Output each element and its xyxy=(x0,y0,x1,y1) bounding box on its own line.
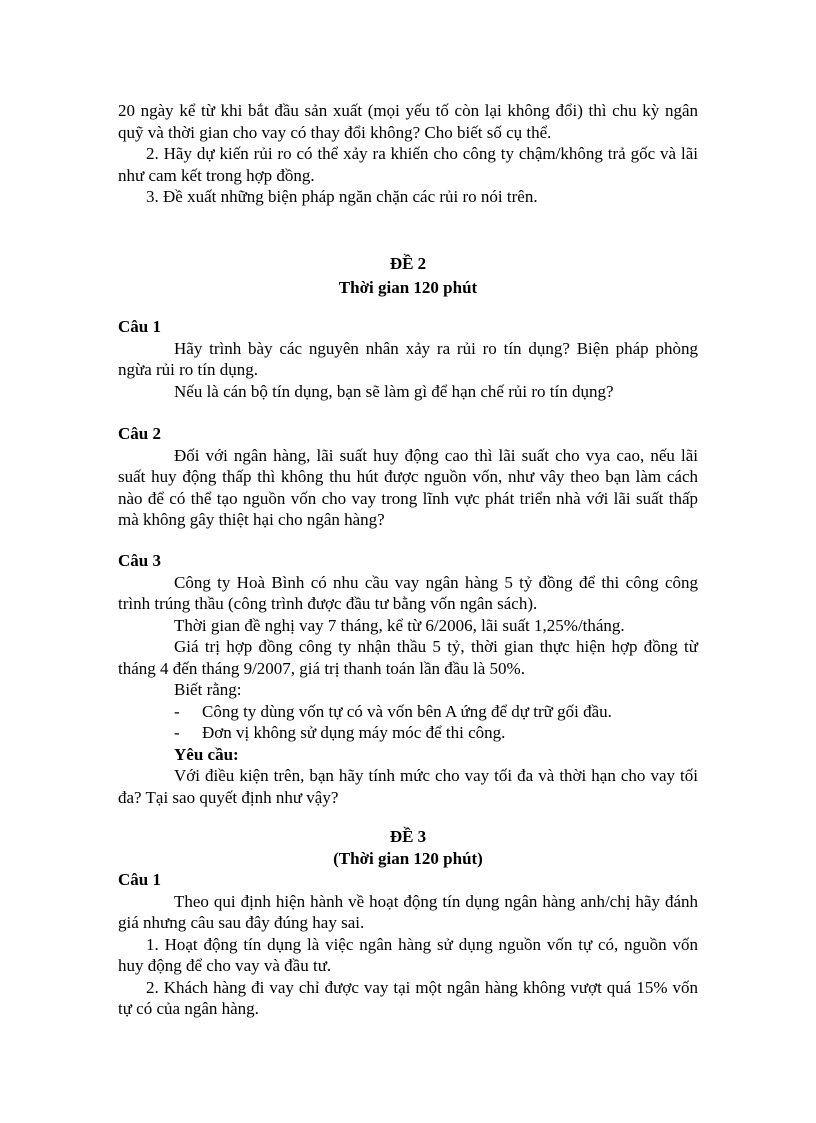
de3-title: ĐỀ 3 xyxy=(389,827,427,846)
de2-cau2-heading: Câu 2 xyxy=(118,424,161,443)
de3-cau1-item-1: 1. Hoạt động tín dụng là việc ngân hàng sử dụng nguồn vốn tự có, nguồn vốn huy động để cho vay và đầu tư. xyxy=(118,934,698,975)
de2-subtitle: Thời gian 120 phút xyxy=(338,277,478,297)
de2-cau3-p3: Giá trị hợp đồng công ty nhận thầu 5 tỷ, thời gian thực hiện hợp đồng từ tháng 4 đến tháng 9/2007, giá trị thanh toán lần đầu là 50%. xyxy=(118,637,698,678)
de2-cau3 xyxy=(118,550,698,808)
bullet-dash: - xyxy=(174,701,180,721)
de2-cau3-heading: Câu 3 xyxy=(118,551,161,570)
de2-cau1-p2: Nếu là cán bộ tín dụng, bạn sẽ làm gì để hạn chế rủi ro tín dụng? xyxy=(174,381,614,401)
de2-cau2-p1: Đối với ngân hàng, lãi suất huy động cao thì lãi suất cho vya cao, nếu lãi suất huy động thấp thì không thu hút được nguồn vốn, như vây theo bạn làm cách nào để có thể tạo nguồn vốn cho vay trong lĩnh vực phát triển nhà với lãi suất thấp mà không gây thiệt hại cho ngân hàng? xyxy=(118,445,698,529)
de3-cau1 xyxy=(118,869,698,1020)
de3-header xyxy=(118,826,698,869)
de3-cau1-heading: Câu 1 xyxy=(118,870,161,889)
de2-cau1-heading: Câu 1 xyxy=(118,317,161,336)
intro-item-3: 3. Đề xuất những biện pháp ngăn chặn các rủi ro nói trên. xyxy=(146,187,538,206)
de3-cau1-p1: Theo qui định hiện hành về hoạt động tín dụng ngân hàng anh/chị hãy đánh giá nhưng câu sau đây đúng hay sai. xyxy=(118,891,698,932)
de3-subtitle: (Thời gian 120 phút) xyxy=(333,848,483,868)
de2-cau3-p2: Thời gian đề nghị vay 7 tháng, kể từ 6/2006, lãi suất 1,25%/tháng. xyxy=(174,615,625,635)
de2-cau3-p1: Công ty Hoà Bình có nhu cầu vay ngân hàng 5 tỷ đồng để thi công công trình trúng thầu (công trình được đầu tư bằng vốn ngân sách). xyxy=(118,572,698,613)
de2-cau3-requirement-label: Yêu cầu: xyxy=(174,744,239,764)
de3-cau1-item-2: 2. Khách hàng đi vay chỉ được vay tại một ngân hàng không vượt quá 15% vốn tự có của ngân hàng. xyxy=(118,977,698,1018)
de2-cau3-p4: Biết rằng: xyxy=(174,680,242,699)
intro-item-2: 2. Hãy dự kiến rủi ro có thể xảy ra khiến cho công ty chậm/không trả gốc và lãi như cam kết trong hợp đồng. xyxy=(118,144,698,185)
de2-cau3-bullet-2: - Đơn vị không sử dụng máy móc để thi công. xyxy=(174,723,506,742)
de2-cau1 xyxy=(118,316,698,402)
de2-cau2 xyxy=(118,423,698,531)
de2-title: ĐỀ 2 xyxy=(389,254,427,273)
de2-cau3-p5: Với điều kiện trên, bạn hãy tính mức cho vay tối đa và thời hạn cho vay tối đa? Tại sao quyết định như vậy? xyxy=(118,766,698,807)
de2-cau1-p1: Hãy trình bày các nguyên nhân xảy ra rủi ro tín dụng? Biện pháp phòng ngừa rủi ro tín dụng. xyxy=(118,338,698,379)
intro-section xyxy=(118,100,698,208)
bullet-dash: - xyxy=(174,723,180,742)
de2-cau3-bullet-1: - Công ty dùng vốn tự có và vốn bên A ứng để dự trữ gối đầu. xyxy=(174,701,612,721)
intro-continuation: 20 ngày kể từ khi bắt đầu sản xuất (mọi yếu tố còn lại không đổi) thì chu kỳ ngân quỹ và thời gian cho vay có thay đổi không? Cho biết số cụ thể. xyxy=(118,101,698,142)
de2-header xyxy=(118,253,698,298)
